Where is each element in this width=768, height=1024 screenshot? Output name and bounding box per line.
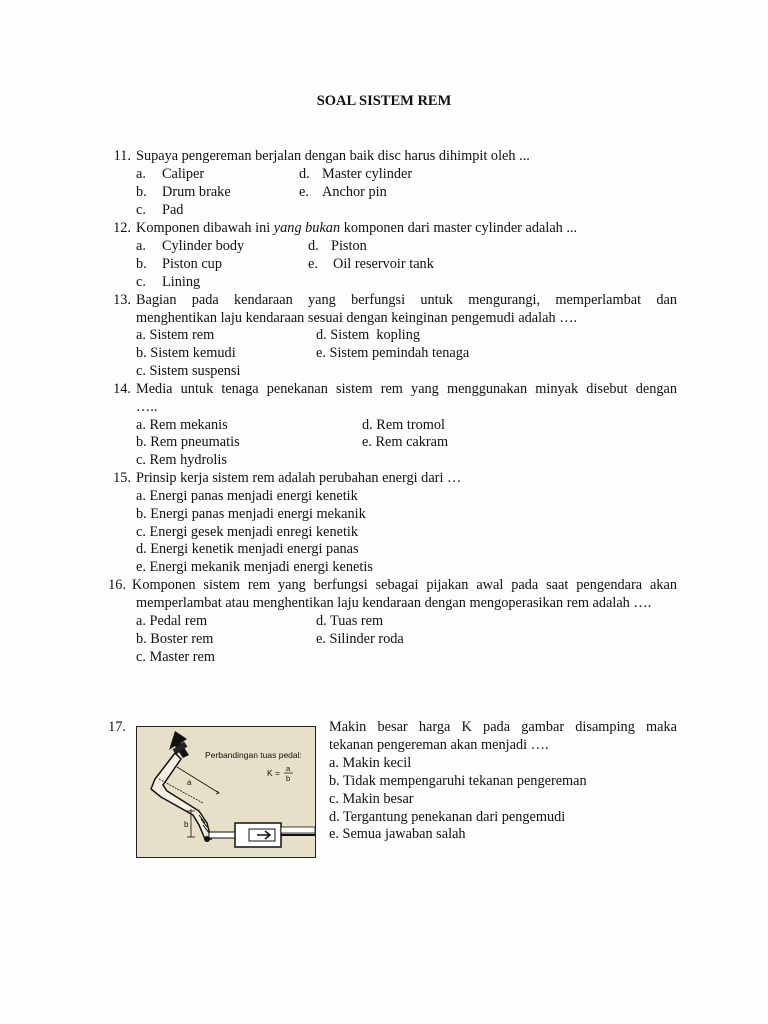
option: a. Pedal rem bbox=[136, 613, 208, 629]
option-text: Anchor pin bbox=[322, 184, 387, 200]
question-text-emphasis: yang bukan bbox=[273, 220, 341, 236]
option-letter: e. bbox=[299, 184, 309, 200]
option-letter: a. bbox=[136, 238, 146, 254]
question-text: Bagian pada kendaraan yang berfungsi untuk mengurangi, memperlambat dan bbox=[136, 292, 677, 308]
option: c. Makin besar bbox=[329, 791, 414, 807]
question-text bbox=[136, 219, 577, 237]
option: b. Tidak mempengaruhi tekanan pengereman bbox=[329, 773, 587, 789]
question-text: Supaya pengereman berjalan dengan baik disc harus dihimpit oleh ... bbox=[136, 148, 530, 164]
option: c. Sistem suspensi bbox=[136, 363, 241, 379]
option-letter: e. bbox=[308, 256, 318, 272]
dimension-b-label: b bbox=[184, 820, 189, 829]
option-letter: c. bbox=[136, 274, 146, 290]
option: b. Rem pneumatis bbox=[136, 434, 240, 450]
option: e. Rem cakram bbox=[362, 434, 449, 450]
question-text: Komponen sistem rem yang berfungsi sebagai pijakan awal pada saat pengendara akan bbox=[132, 577, 677, 593]
option-text: Lining bbox=[162, 274, 201, 290]
option: a. Sistem rem bbox=[136, 327, 215, 343]
option-letter: d. bbox=[308, 238, 319, 254]
option: d. Rem tromol bbox=[362, 417, 445, 433]
option: c. Energi gesek menjadi enregi kenetik bbox=[136, 524, 359, 540]
option: d. Energi kenetik menjadi energi panas bbox=[136, 541, 359, 557]
question-number: 11. bbox=[113, 148, 131, 164]
option-letter: a. bbox=[136, 166, 146, 182]
question-number: 13. bbox=[113, 292, 131, 308]
option: b. Energi panas menjadi energi mekanik bbox=[136, 506, 366, 522]
formula-k: K = bbox=[267, 768, 280, 778]
question-text: menghentikan laju kendaraan sesuai dengan keinginan pengemudi adalah …. bbox=[136, 310, 578, 326]
option: d. Sistem kopling bbox=[316, 327, 421, 343]
option: c. Rem hydrolis bbox=[136, 452, 227, 468]
question-text: Media untuk tenaga penekanan sistem rem yang menggunakan minyak disebut dengan bbox=[136, 381, 677, 397]
option: b. Sistem kemudi bbox=[136, 345, 236, 361]
option-text: Cylinder body bbox=[162, 238, 245, 254]
formula-denominator: b bbox=[286, 774, 291, 783]
question-number: 16. bbox=[108, 577, 126, 593]
option-text: Master cylinder bbox=[322, 166, 413, 182]
option-text: Piston bbox=[331, 238, 367, 254]
option-text: Caliper bbox=[162, 166, 205, 182]
question-number: 17. bbox=[108, 719, 126, 735]
question-text: memperlambat atau menghentikan laju kendaraan dengan mengoperasikan rem adalah …. bbox=[136, 595, 652, 611]
question-text: ….. bbox=[136, 399, 158, 415]
option: b. Boster rem bbox=[136, 631, 214, 647]
figure-caption: Perbandingan tuas pedal: bbox=[205, 750, 302, 760]
dimension-a-label: a bbox=[187, 778, 192, 787]
option: a. Makin kecil bbox=[329, 755, 412, 771]
option-text: Oil reservoir tank bbox=[333, 256, 434, 272]
question-text-part: komponen dari master cylinder adalah ... bbox=[343, 220, 578, 236]
question-text: tekanan pengereman akan menjadi …. bbox=[329, 737, 549, 753]
option-letter: d. bbox=[299, 166, 310, 182]
question-number: 14. bbox=[113, 381, 131, 397]
option: e. Semua jawaban salah bbox=[329, 826, 466, 842]
question-number: 12. bbox=[113, 220, 131, 236]
option-letter: b. bbox=[136, 256, 147, 272]
option: d. Tergantung penekanan dari pengemudi bbox=[329, 809, 566, 825]
option: c. Master rem bbox=[136, 649, 215, 665]
option-letter: b. bbox=[136, 184, 147, 200]
question-text: Makin besar harga K pada gambar disamping maka bbox=[329, 719, 677, 735]
brake-pedal-diagram bbox=[136, 726, 316, 858]
option-letter: c. bbox=[136, 202, 146, 218]
option: e. Energi mekanik menjadi energi kenetis bbox=[136, 559, 373, 575]
option: d. Tuas rem bbox=[316, 613, 384, 629]
option-text: Pad bbox=[162, 202, 184, 218]
option-text: Piston cup bbox=[162, 256, 222, 272]
option: e. Sistem pemindah tenaga bbox=[316, 345, 470, 361]
question-number: 15. bbox=[113, 470, 131, 486]
question-text-part: Komponen dibawah ini bbox=[136, 220, 271, 236]
option: a. Energi panas menjadi energi kenetik bbox=[136, 488, 358, 504]
option: a. Rem mekanis bbox=[136, 417, 228, 433]
formula-numerator: a bbox=[286, 764, 291, 773]
option: e. Silinder roda bbox=[316, 631, 404, 647]
question-text: Prinsip kerja sistem rem adalah perubahan energi dari … bbox=[136, 470, 462, 486]
option-text: Drum brake bbox=[162, 184, 231, 200]
page-title: SOAL SISTEM REM bbox=[316, 93, 452, 109]
